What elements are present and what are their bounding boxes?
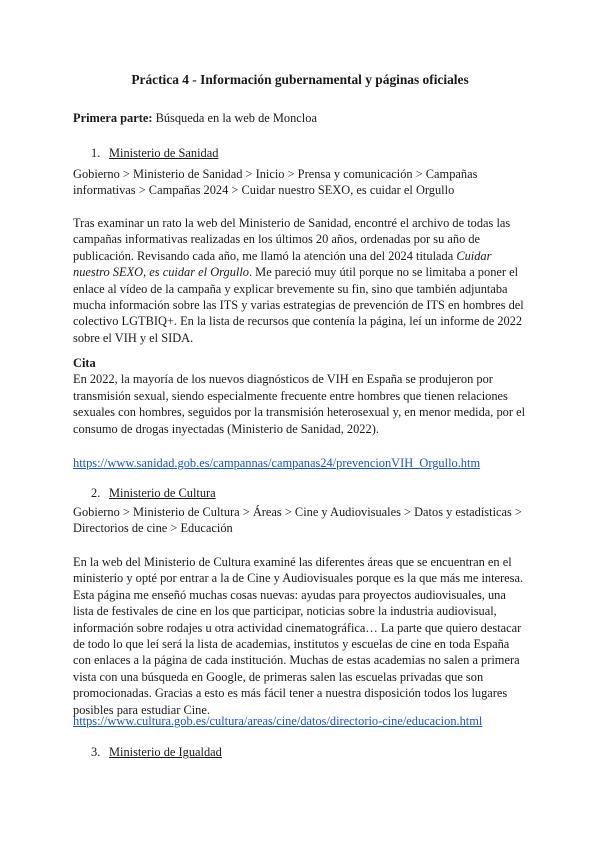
- cita-block: [73, 355, 527, 437]
- section-title: Ministerio de Cultura: [109, 486, 216, 500]
- section-heading-sanidad: [91, 145, 521, 161]
- section-heading-cultura: [91, 485, 521, 501]
- part-text: Búsqueda en la web de Moncloa: [152, 111, 317, 125]
- part-label: Primera parte:: [73, 111, 153, 125]
- section-number: 3.: [91, 745, 101, 759]
- campaign-title-italic: Cuidar nuestro SEXO, es cuidar el Orgullo: [73, 248, 492, 280]
- body-paragraph-sanidad: [73, 215, 527, 346]
- breadcrumb-cultura: Gobierno > Ministerio de Cultura > Áreas > Cine y Audiovisuales > Datos y estadísticas > Directorios de cine > Educación: [73, 505, 522, 536]
- link-sanidad[interactable]: https://www.sanidad.gob.es/campannas/campanas24/prevencionVIH_Orgullo.htm: [73, 456, 481, 470]
- body-text-part: . Me pareció muy útil porque no se limitaba a poner el enlace al vídeo de la campaña y explicar brevemente su fin, sino que también adjuntaba mucha información sobre las ITS y varias estrategias de prevención de ITS en hombres del colectivo LGTBIQ+. En la lista de recursos que contenía la página, leí un informe de 2022 sobre el VIH y el SIDA.: [73, 265, 524, 345]
- body-text-part: Tras examinar un rato la web del Ministerio de Sanidad, encontré el archivo de todas las campañas informativas realizadas en los últimos 20 años, ordenadas por su año de publicación. Revisando cada año, me llamó la atención una del 2024 titulada: [73, 216, 511, 263]
- section-title: Ministerio de Sanidad: [109, 146, 219, 160]
- body-paragraph-cultura: En la web del Ministerio de Cultura examiné las diferentes áreas que se encuentran en el ministerio y opté por entrar a la de Cine y Audiovisuales porque es la que más me interesa. Esta página me enseñó muchas cosas nuevas: ayudas para proyectos audiovisuales, una lista de festivales de cine en los que participar, noticias sobre la industria audiovisual, información sobre rodajes u otra actividad cinematográfica… La parte que quiero destacar de todo lo que leí será la lista de academias, institutos y escuelas de cine en toda España con enlaces a la página de cada institución. Muchas de estas academias no salen a primera vista con una búsqueda en Google, de primeras salen las escuelas privadas que son promocionadas. Gracias a esto es más fácil tener a nuestra disposición todos los lugares posibles para estudiar Cine.: [73, 555, 524, 717]
- section-number: 1.: [91, 146, 101, 160]
- cita-title: Cita: [73, 356, 96, 370]
- link-cultura[interactable]: https://www.cultura.gob.es/cultura/areas/cine/datos/directorio-cine/educacion.html: [73, 714, 483, 728]
- breadcrumb-sanidad: Gobierno > Ministerio de Sanidad > Inicio > Prensa y comunicación > Campañas informativas > Campañas 2024 > Cuidar nuestro SEXO, es cuidar el Orgullo: [73, 167, 478, 198]
- section-heading-igualdad: [91, 744, 521, 760]
- section-number: 2.: [91, 486, 101, 500]
- section-title: Ministerio de Igualdad: [109, 745, 222, 759]
- document-title: Práctica 4 - Información gubernamental y páginas oficiales: [131, 72, 469, 87]
- part-heading: [73, 110, 527, 126]
- cita-text: En 2022, la mayoría de los nuevos diagnósticos de VIH en España se produjeron por transmisión sexual, siendo especialmente frecuente entre hombres que tienen relaciones sexuales con hombres, seguidos por la transmisión heterosexual y, en menor medida, por el consumo de drogas inyectadas (Ministerio de Sanidad, 2022).: [73, 372, 526, 436]
